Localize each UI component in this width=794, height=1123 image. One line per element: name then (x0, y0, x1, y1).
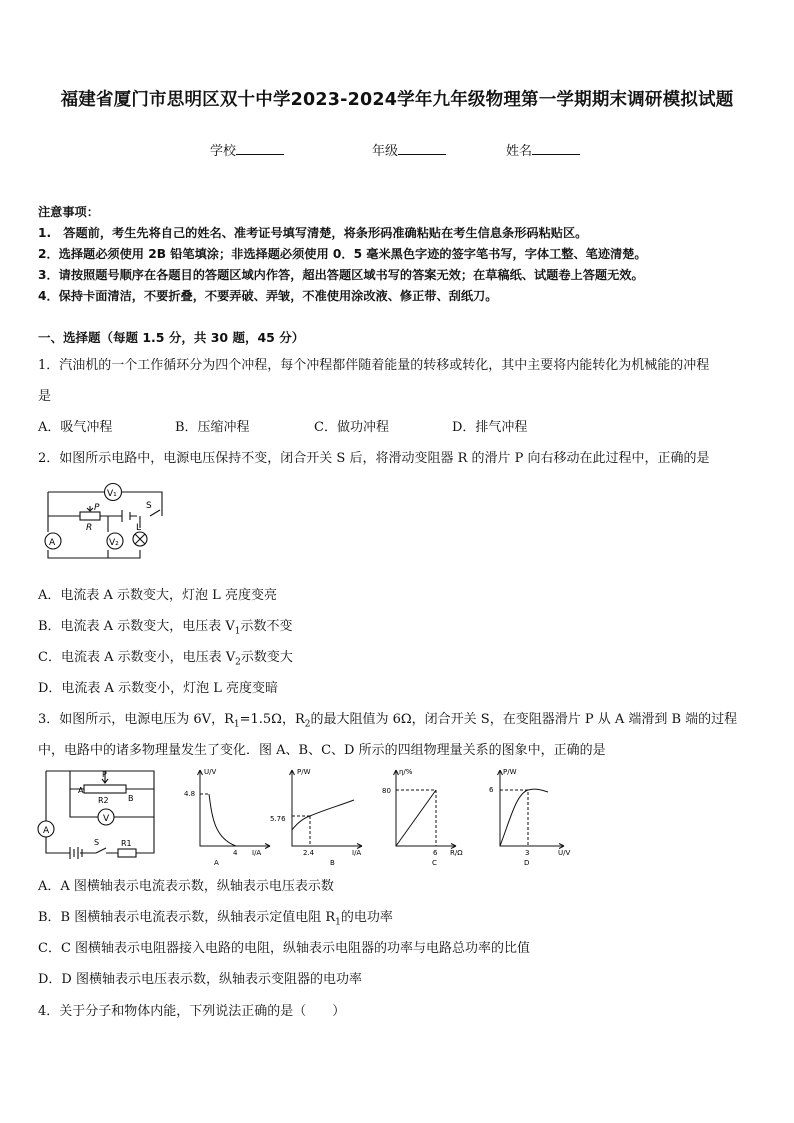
q2-option-c[interactable] (38, 646, 293, 668)
q3-stem-line1 (38, 708, 737, 730)
q2-circuit-diagram (42, 480, 172, 562)
q4-stem: 4．关于分子和物体内能，下列说法正确的是（ ） (38, 1004, 346, 1019)
q3-graph-d-caption: D (524, 859, 530, 867)
q3-graph-b-xtick: 2.4 (303, 849, 315, 857)
q2-label-p: P (94, 503, 100, 513)
q3-stem-sub: 1 (233, 719, 240, 730)
grade-blank[interactable] (398, 142, 446, 155)
q3-graph-b-caption: B (330, 859, 335, 867)
q2-option-b-text: B．电流表 A 示数变大，电压表 V (38, 619, 235, 634)
q2-label-r: R (86, 523, 93, 533)
q3-option-b[interactable] (38, 906, 393, 928)
name-label: 姓名 (506, 144, 533, 159)
q3-stem-line2: 中，电路中的诸多物理量发生了变化．图 A、B、C、D 所示的四组物理量关系的图象中，正确的是 (38, 743, 606, 758)
notice-heading: 注意事项： (38, 205, 99, 219)
q3-option-a[interactable]: A．A 图横轴表示电流表示数，纵轴表示电压表示数 (38, 879, 334, 894)
grade-field[interactable] (372, 140, 446, 159)
q3-graph-a-caption: A (214, 859, 219, 867)
q3-graph-d (486, 764, 582, 868)
q3-graph-c-caption: C (432, 859, 437, 867)
q2-option-b-sub: 1 (234, 626, 241, 637)
q3-label-p: P (102, 770, 107, 779)
q1-stem-line2: 是 (38, 389, 52, 404)
name-blank[interactable] (532, 142, 580, 155)
q3-stem-part: 3．如图所示，电源电压为 6V，R (38, 712, 234, 727)
q2-label-l: L (136, 523, 142, 533)
q1-option-b[interactable]: B．压缩冲程 (175, 420, 250, 435)
q3-option-b-text-end: 的电功率 (340, 910, 393, 925)
q3-option-d[interactable]: D．D 图横轴表示电压表示数，纵轴表示变阻器的电功率 (38, 972, 362, 987)
q3-graph-c (380, 764, 472, 868)
q3-option-b-sub: 1 (335, 917, 341, 928)
notice-block (38, 202, 647, 307)
q2-stem: 2．如图所示电路中，电源电压保持不变，闭合开关 S 后，将滑动变阻器 R 的滑片 P 向右移动在此过程中，正确的是 (38, 451, 710, 466)
exam-title: 福建省厦门市思明区双十中学2023-2024学年九年级物理第一学期期末调研模拟试题 (60, 90, 734, 110)
q3-graph-c-xlabel: R/Ω (450, 849, 463, 857)
section-heading: 一、选择题（每题 1.5 分，共 30 题，45 分） (38, 330, 305, 345)
q2-option-c-sub: 2 (235, 657, 241, 668)
q3-graph-b-xlabel: I/A (352, 849, 362, 857)
q3-label-b-end: B (128, 794, 134, 803)
q2-option-c-text: C．电流表 A 示数变小，电压表 V (38, 650, 236, 665)
notice-item: 3．请按照题号顺序在各题目的答题区域内作答，超出答题区域书写的答案无效；在草稿纸、试题卷上答题无效。 (38, 268, 644, 282)
q3-graph-b-ylabel: P/W (297, 768, 311, 776)
notice-item: 1. 答题前，考生先将自己的姓名、准考证号填写清楚，将条形码准确粘贴在考生信息条形码粘贴区。 (38, 226, 588, 240)
q2-option-b-text-end: 示数不变 (240, 619, 293, 634)
q3-graph-d-xlabel: U/V (558, 849, 571, 857)
q1-option-a[interactable]: A．吸气冲程 (38, 420, 113, 435)
q2-label-s: S (146, 501, 152, 511)
q3-graph-a-ytick: 4.8 (184, 790, 196, 798)
q2-option-a[interactable]: A．电流表 A 示数变大，灯泡 L 亮度变亮 (38, 588, 277, 603)
q3-label-voltmeter: V (103, 814, 110, 824)
q3-graph-c-xtick: 6 (433, 849, 438, 857)
q3-graph-c-ytick: 80 (382, 787, 391, 795)
notice-item: 2．选择题必须使用 2B 铅笔填涂；非选择题必须使用 0．5 毫米黑色字迹的签字笔书写，字体工整、笔迹清楚。 (38, 247, 647, 261)
q3-label-s: S (94, 838, 100, 847)
school-field[interactable] (210, 140, 284, 159)
q3-label-r2: R2 (98, 796, 109, 805)
q3-graph-a-ylabel: U/V (204, 768, 217, 776)
grade-label: 年级 (372, 144, 399, 159)
q3-graph-d-xtick: 3 (525, 849, 530, 857)
q3-label-a-end: A (78, 786, 84, 795)
q2-option-d[interactable]: D．电流表 A 示数变小，灯泡 L 亮度变暗 (38, 681, 278, 696)
q2-option-b[interactable] (38, 615, 292, 637)
q3-stem-sub: 2 (304, 719, 311, 730)
q3-graph-d-ytick: 6 (489, 786, 494, 794)
q3-graph-a (184, 764, 274, 868)
q3-graph-c-ylabel: η/% (399, 768, 413, 776)
q1-stem-line1: 1．汽油机的一个工作循环分为四个冲程，每个冲程都伴随着能量的转移或转化，其中主要将内能转化为机械能的冲程 (38, 358, 710, 373)
q2-label-v2: V₂ (109, 538, 119, 548)
q3-option-c[interactable]: C．C 图横轴表示电阻器接入电路的电阻，纵轴表示电阻器的功率与电路总功率的比值 (38, 941, 531, 956)
q2-option-c-text-end: 示数变大 (240, 650, 293, 665)
q3-label-r1: R1 (121, 839, 132, 848)
q3-option-b-text: B．B 图横轴表示电流表示数，纵轴表示定值电阻 R (38, 910, 336, 925)
q3-graph-d-ylabel: P/W (503, 768, 517, 776)
q3-circuit-diagram (36, 765, 161, 863)
school-blank[interactable] (236, 142, 284, 155)
q3-stem-part: =1.5Ω，R (239, 712, 305, 727)
q1-option-c[interactable]: C．做功冲程 (314, 420, 389, 435)
q3-graph-b (270, 764, 370, 868)
name-field[interactable] (506, 140, 580, 159)
q3-stem-part: 的最大阻值为 6Ω，闭合开关 S，在变阻器滑片 P 从 A 端滑到 B 端的过程 (310, 712, 738, 727)
q1-option-d[interactable]: D．排气冲程 (452, 420, 528, 435)
q3-graph-b-ytick: 5.76 (270, 815, 286, 823)
notice-item: 4．保持卡面清洁，不要折叠，不要弄破、弄皱，不准使用涂改液、修正带、刮纸刀。 (38, 289, 498, 303)
school-label: 学校 (210, 144, 237, 159)
q3-graph-a-xlabel: I/A (252, 849, 262, 857)
q2-label-v1: V₁ (107, 489, 117, 499)
q3-label-ammeter: A (43, 826, 50, 836)
q2-label-ammeter: A (49, 538, 56, 548)
q3-graph-a-xtick: 4 (233, 849, 238, 857)
